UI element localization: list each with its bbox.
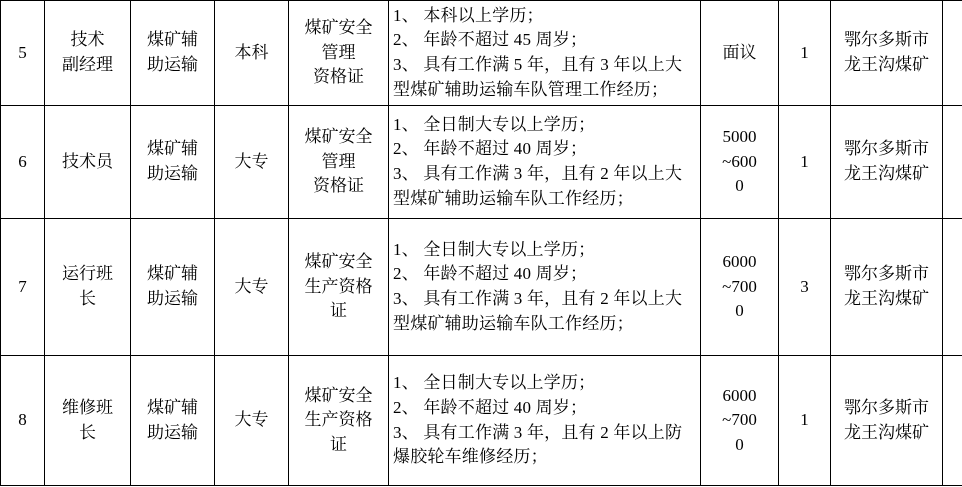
post-name: 维修班 长 [45,356,131,486]
trailing-margin-cell [943,219,962,356]
education-level: 大专 [215,356,289,486]
department: 煤矿辅 助运输 [131,219,215,356]
trailing-margin-cell [943,356,962,486]
table-row [1,106,962,219]
requirements: 1、 全日制大专以上学历； 2、 年龄不超过 40 周岁； 3、 具有工作满 3 年，且有 2 年以上防 爆胶轮车维修经历； [389,356,701,486]
post-name: 运行班 长 [45,219,131,356]
table-body [1,1,962,486]
certificate: 煤矿安全 生产资格 证 [289,219,389,356]
work-location: 鄂尔多斯市 龙王沟煤矿 [831,106,943,219]
salary: 面议 [701,1,779,106]
row-index: 7 [1,219,45,356]
certificate: 煤矿安全 管理 资格证 [289,106,389,219]
salary: 6000 ~700 0 [701,356,779,486]
education-level: 大专 [215,219,289,356]
trailing-margin-cell [943,106,962,219]
requirements: 1、 本科以上学历； 2、 年龄不超过 45 周岁； 3、 具有工作满 5 年，且有 3 年以上大 型煤矿辅助运输车队管理工作经历； [389,1,701,106]
education-level: 本科 [215,1,289,106]
requirements: 1、 全日制大专以上学历； 2、 年龄不超过 40 周岁； 3、 具有工作满 3 年，且有 2 年以上大 型煤矿辅助运输车队工作经历； [389,106,701,219]
post-name: 技术 副经理 [45,1,131,106]
work-location: 鄂尔多斯市 龙王沟煤矿 [831,219,943,356]
headcount: 3 [779,219,831,356]
department: 煤矿辅 助运输 [131,106,215,219]
certificate: 煤矿安全 管理 资格证 [289,1,389,106]
salary: 5000 ~600 0 [701,106,779,219]
row-index: 8 [1,356,45,486]
headcount: 1 [779,356,831,486]
headcount: 1 [779,1,831,106]
education-level: 大专 [215,106,289,219]
table-row [1,356,962,486]
table-row [1,219,962,356]
row-index: 6 [1,106,45,219]
certificate: 煤矿安全 生产资格 证 [289,356,389,486]
trailing-margin-cell [943,1,962,106]
post-name: 技术员 [45,106,131,219]
work-location: 鄂尔多斯市 龙王沟煤矿 [831,1,943,106]
salary: 6000 ~700 0 [701,219,779,356]
department: 煤矿辅 助运输 [131,1,215,106]
requirements: 1、 全日制大专以上学历； 2、 年龄不超过 40 周岁； 3、 具有工作满 3 年，且有 2 年以上大 型煤矿辅助运输车队工作经历； [389,219,701,356]
department: 煤矿辅 助运输 [131,356,215,486]
headcount: 1 [779,106,831,219]
row-index: 5 [1,1,45,106]
work-location: 鄂尔多斯市 龙王沟煤矿 [831,356,943,486]
table-row [1,1,962,106]
